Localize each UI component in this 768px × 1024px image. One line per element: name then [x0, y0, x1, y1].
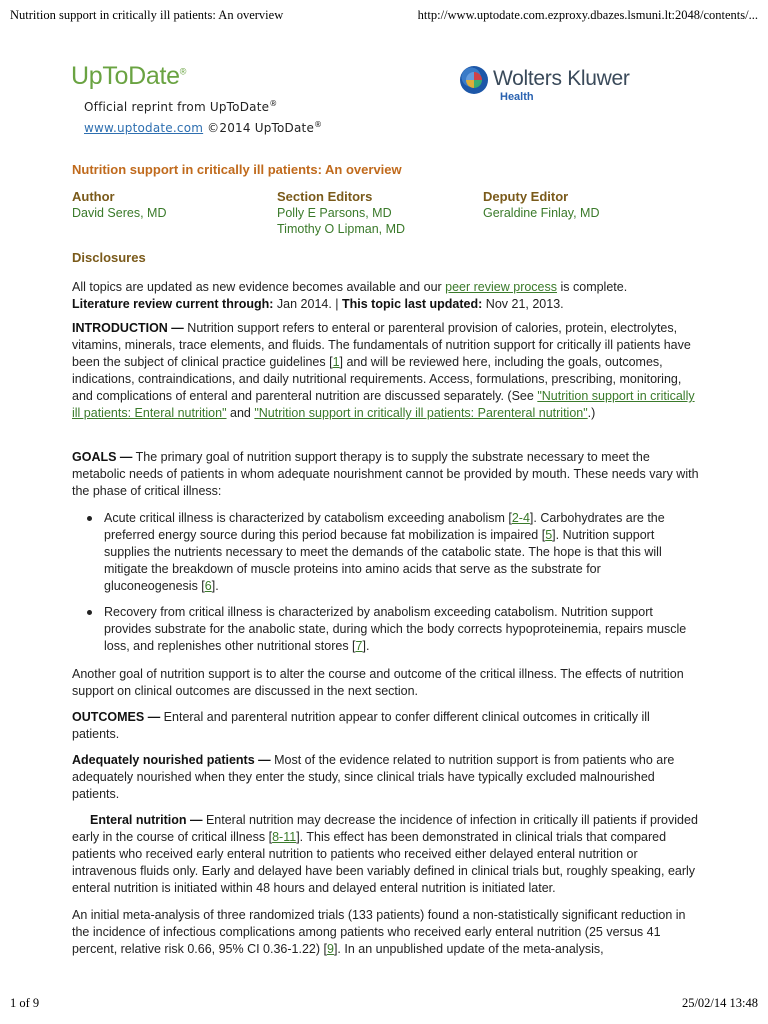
reference-link[interactable]: 1: [332, 355, 340, 369]
print-header-url: http://www.uptodate.com.ezproxy.dbazes.lsmuni.lt:2048/contents/...: [417, 8, 758, 22]
print-datetime: 25/02/14 13:48: [681, 996, 758, 1010]
bullet-icon: [87, 516, 92, 521]
reference-link[interactable]: 9: [327, 942, 334, 956]
article-title: Nutrition support in critically ill patients: An overview: [72, 162, 402, 177]
list-item: Acute critical illness is characterized by catabolism exceeding anabolism [2-4]. Carbohydrates are the preferred energy source during this period because fat mobilization is impaired [5]. Nutrition support supplies the nutrients necessary to meet the demands of the catabolic state. The hope is that this will mitigate the breakdown of muscle proteins into amino acids that serve as the substrate for gluconeogenesis [6].: [88, 510, 688, 595]
review-status: All topics are updated as new evidence becomes available and our peer review process is complete. Literature review current through: Jan 2014. | This topic last updated: Nov 21, 2013.: [72, 280, 628, 311]
meta-analysis-paragraph: An initial meta-analysis of three randomized trials (133 patients) found a non-statistically significant reduction in the incidence of infectious complications among patients who received early enteral nutrition (25 versus 41 percent, relative risk 0.66, 95% CI 0.36-1.22) [9]. In an unpublished update of the meta-analysis,: [72, 908, 686, 956]
reprint-line: Official reprint from UpToDate: [84, 100, 270, 114]
reference-link[interactable]: 5: [545, 528, 553, 542]
section-editor-2[interactable]: Timothy O Lipman, MD: [277, 222, 406, 236]
lit-review-label: Literature review current through:: [72, 297, 274, 311]
peer-review-link[interactable]: peer review process: [445, 280, 558, 294]
section-editor-1[interactable]: Polly E Parsons, MD: [277, 206, 392, 220]
section-editors-label: Section Editors: [277, 189, 373, 204]
nourished-heading: Adequately nourished patients —: [72, 753, 271, 767]
globe-icon: [460, 66, 488, 94]
reference-link[interactable]: 2-4: [511, 511, 530, 525]
outcomes-section: OUTCOMES — Enteral and parenteral nutrition appear to confer different clinical outcomes in critically ill patients.: [72, 710, 650, 741]
goals-heading: GOALS —: [72, 450, 133, 464]
page-number: 1 of 9: [10, 996, 40, 1010]
nourished-section: Adequately nourished patients — Most of the evidence related to nutrition support is from patients who are adequately nourished when they enter the study, since clinical trials have typically excluded malnourished patients.: [72, 753, 675, 801]
enteral-nutrition-link[interactable]: "Nutrition support in critically ill patients: Enteral nutrition": [72, 389, 695, 420]
uptodate-logo: [71, 62, 186, 91]
print-footer: [10, 996, 758, 1012]
reference-link[interactable]: 7: [355, 639, 363, 653]
deputy-editor-label: Deputy Editor: [483, 189, 569, 204]
registered-mark: ®: [179, 66, 187, 77]
enteral-section: Enteral nutrition — Enteral nutrition may decrease the incidence of infection in critically ill patients if provided early in the course of critical illness [8-11]. This effect has been demonstrated in clinical trials that compared patients who received early enteral nutrition to patients who received either delayed enteral nutrition or intravenous fluids only. Early and delayed have been variably defined in clinical trials but, roughly speaking, early enteral nutrition is initiated within 48 hours and delayed enteral nutrition is initiated later.: [72, 813, 698, 895]
introduction-section: INTRODUCTION — Nutrition support refers to enteral or parenteral provision of calories, protein, electrolytes, vitamins, minerals, trace elements, and fluids. The fundamentals of nutrition support for critically ill patients have been the subject of clinical practice guidelines [1] and will be reviewed here, including the goals, outcomes, indications, contraindications, and daily nutritional requirements. Access, formulations, prescribing, monitoring, and complications of enteral and parenteral nutrition are discussed separately. (See "Nutrition support in critically ill patients: Enteral nutrition" and "Nutrition support in critically ill patients: Parenteral nutrition".): [72, 321, 695, 420]
author-name[interactable]: David Seres, MD: [72, 206, 167, 220]
reference-link[interactable]: 6: [204, 579, 212, 593]
print-header-title: Nutrition support in critically ill patients: An overview: [10, 8, 284, 22]
goals-section: GOALS — The primary goal of nutrition support therapy is to supply the substrate necessary to meet the metabolic needs of patients in whom adequate nourishment cannot be provided by mouth. These needs vary with the phase of critical illness:: [72, 450, 699, 498]
uptodate-site-link[interactable]: www.uptodate.com: [84, 121, 204, 135]
goals-paragraph-2: Another goal of nutrition support is to alter the course and outcome of the critical illness. The effects of nutrition support on clinical outcomes are discussed in the next section.: [72, 667, 684, 698]
bullet-icon: [87, 610, 92, 615]
reprint-notice: Official reprint from UpToDate® www.uptodate.com ©2014 UpToDate®: [84, 99, 323, 135]
deputy-editor-name[interactable]: Geraldine Finlay, MD: [483, 206, 600, 220]
outcomes-heading: OUTCOMES —: [72, 710, 161, 724]
reference-link[interactable]: 8-11: [272, 830, 297, 844]
publisher-name: Wolters Kluwer: [493, 67, 630, 90]
uptodate-logo-text: UpToDate: [71, 62, 180, 90]
copyright: ©2014 UpToDate: [207, 121, 315, 135]
list-item: Recovery from critical illness is characterized by anabolism exceeding catabolism. Nutrition support provides substrate for the anabolic state, during which the body corrects hypoproteinemia, repairs muscle loss, and replenishes other nutritional stores [7].: [88, 604, 688, 655]
enteral-heading: Enteral nutrition —: [90, 813, 203, 827]
last-updated-label: This topic last updated:: [342, 297, 483, 311]
author-label: Author: [72, 189, 115, 204]
parenteral-nutrition-link[interactable]: "Nutrition support in critically ill patients: Parenteral nutrition": [254, 406, 588, 420]
disclosures-link[interactable]: Disclosures: [72, 250, 146, 265]
publisher-division: Health: [500, 91, 534, 103]
introduction-heading: INTRODUCTION —: [72, 321, 184, 335]
